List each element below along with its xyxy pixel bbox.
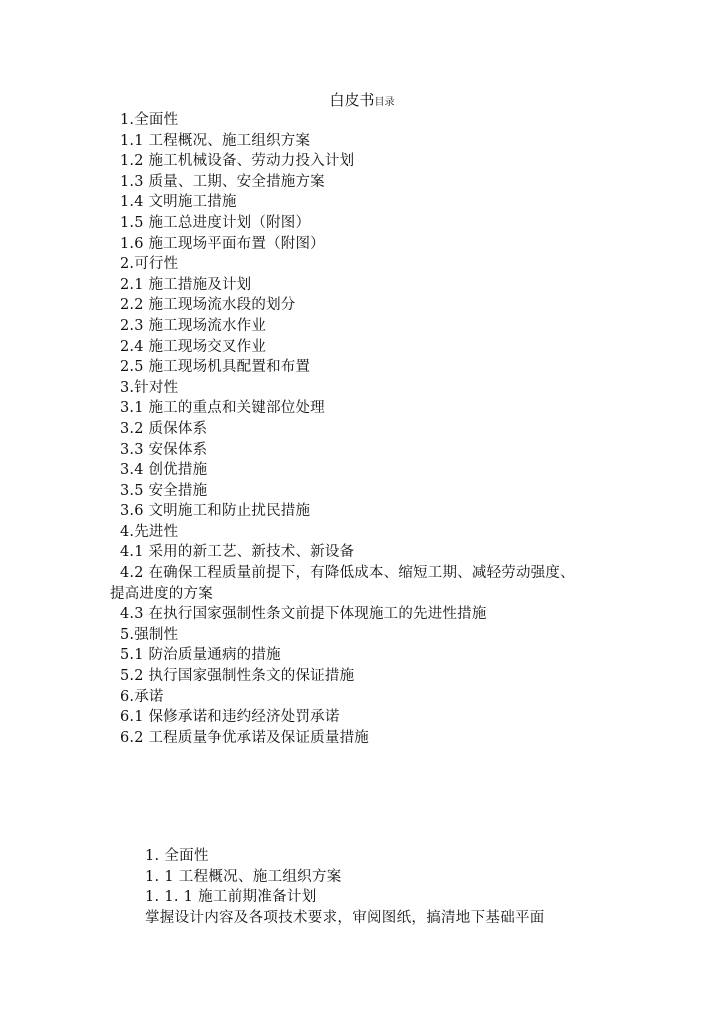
toc-item: 2.2 施工现场流水段的划分: [120, 297, 296, 314]
toc-item: 1.3 质量、工期、安全措施方案: [120, 173, 325, 190]
toc-item: 1.2 施工机械设备、劳动力投入计划: [120, 153, 355, 170]
subsubsection-heading: 1. 1. 1 施工前期准备计划: [145, 889, 317, 905]
toc-item: 3.6 文明施工和防止扰民措施: [120, 503, 311, 520]
subsection-heading: 1. 1 工程概况、施工组织方案: [145, 868, 342, 885]
toc-item: 1.1 工程概况、施工组织方案: [120, 132, 311, 149]
table-of-contents: [110, 110, 650, 748]
toc-item: 1.5 施工总进度计划（附图）: [120, 214, 311, 231]
toc-item: 2.3 施工现场流水作业: [120, 317, 267, 334]
body-section: [145, 846, 665, 928]
toc-item: 1.6 施工现场平面布置（附图）: [120, 235, 325, 252]
toc-item: 5.1 防治质量通病的措施: [120, 647, 281, 664]
toc-item: 2.1 施工措施及计划: [120, 276, 252, 293]
toc-item: 3.针对性: [120, 379, 179, 396]
section-heading: 1. 全面性: [145, 848, 209, 864]
toc-item-continuation: 提高进度的方案: [110, 585, 213, 602]
toc-item: 2.5 施工现场机具配置和布置: [120, 359, 311, 376]
toc-item: 3.2 质保体系: [120, 420, 208, 437]
toc-item: 3.4 创优措施: [120, 462, 208, 479]
title-main: 白皮书: [329, 91, 375, 109]
toc-item: 6.承诺: [120, 688, 164, 705]
title-suffix: 目录: [374, 97, 395, 108]
toc-item: 3.1 施工的重点和关键部位处理: [120, 400, 325, 417]
toc-item: 5.强制性: [120, 626, 179, 643]
toc-item: 5.2 执行国家强制性条文的保证措施: [120, 668, 355, 685]
toc-item: 4.3 在执行国家强制性条文前提下体现施工的先进性措施: [120, 606, 487, 623]
toc-item: 4.先进性: [120, 523, 179, 540]
body-paragraph: 掌握设计内容及各项技术要求，审阅图纸，搞清地下基础平面: [145, 909, 545, 926]
toc-item: 4.1 采用的新工艺、新技术、新设备: [120, 544, 355, 561]
toc-item: 6.2 工程质量争优承诺及保证质量措施: [120, 729, 369, 746]
toc-item: 2.可行性: [120, 256, 179, 273]
toc-item: 3.3 安保体系: [120, 441, 208, 458]
toc-item: 1.全面性: [120, 112, 179, 128]
toc-item-wrapped: 4.2 在确保工程质量前提下，有降低成本、缩短工期、减轻劳动强度、: [120, 565, 575, 582]
toc-item: 2.4 施工现场交叉作业: [120, 338, 267, 355]
toc-item: 1.4 文明施工措施: [120, 194, 237, 211]
toc-item: 3.5 安全措施: [120, 482, 208, 499]
toc-item: 6.1 保修承诺和违约经济处罚承诺: [120, 709, 340, 726]
